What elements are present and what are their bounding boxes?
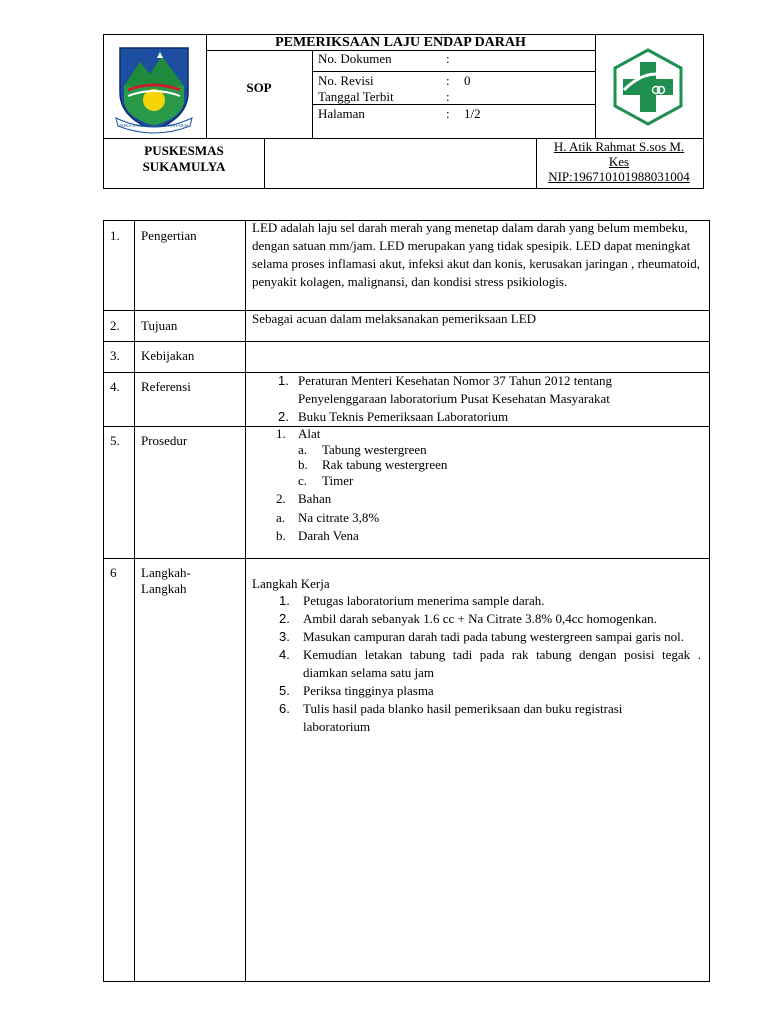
list-item: 3. Masukan campuran darah tadi pada tabung westergreen sampai garis nol. xyxy=(279,629,684,644)
referensi-list xyxy=(250,372,706,426)
organization-name xyxy=(104,143,264,175)
meta-no-dokumen xyxy=(318,51,594,69)
item-number: 2. xyxy=(276,491,286,506)
meta-value: 1/2 xyxy=(464,106,481,121)
meta-colon: : xyxy=(446,51,450,66)
step-number: 5. xyxy=(279,683,290,698)
item-text: Peraturan Menteri Kesehatan Nomor 37 Tahun 2012 tentang xyxy=(298,373,613,388)
sop-label: SOP xyxy=(246,80,272,95)
puskesmas-logo xyxy=(612,48,684,126)
item-text: Buku Teknis Pemeriksaan Laboratorium xyxy=(298,409,509,424)
list-item: 2. Ambil darah sebanyak 1.6 cc + Na Citrate 3.8% 0,4cc homogenkan. xyxy=(279,611,657,626)
list-item: 6. Tulis hasil pada blanko hasil pemeriksaan dan buku registrasi laboratorium xyxy=(279,701,623,734)
item-letter: c. xyxy=(298,472,308,488)
tujuan-text: Sebagai acuan dalam melaksanakan pemeriksaan LED xyxy=(252,311,537,326)
meta-colon: : xyxy=(446,106,450,121)
row-label: Tujuan xyxy=(141,318,178,333)
bahan-heading: 2. Bahan xyxy=(276,491,332,506)
list-item: c. Timer xyxy=(298,472,354,488)
alat-heading: 1. Alat xyxy=(276,426,321,441)
svg-text:SUKA RAHMAT KERTA RAHARJA: SUKA RAHMAT KERTA RAHARJA xyxy=(119,123,189,128)
item-number: 1. xyxy=(276,426,286,441)
item-text-continued: Penyelenggaraan laboratorium Pusat Kesehatan Masyarakat xyxy=(298,391,610,406)
signer-nip: NIP:196710101988031004 xyxy=(548,169,690,184)
signer-title: Kes xyxy=(608,154,630,169)
org-line-2: SUKAMULYA xyxy=(142,159,226,174)
row-label: Prosedur xyxy=(141,433,188,448)
list-item: b. Rak tabung westergreen xyxy=(298,457,448,472)
row-label: Pengertian xyxy=(141,228,197,243)
meta-label: No. Dokumen xyxy=(318,51,392,66)
step-number: 2. xyxy=(279,611,290,626)
steps-list xyxy=(250,592,706,736)
meta-halaman xyxy=(318,106,594,124)
meta-label: No. Revisi xyxy=(318,73,374,88)
meta-label: Halaman xyxy=(318,106,365,121)
row-number: 1. xyxy=(110,228,120,243)
signer-block xyxy=(537,139,701,184)
step-number: 1. xyxy=(279,593,290,608)
row-label: Langkah-Langkah xyxy=(141,565,191,596)
row-number: 3. xyxy=(110,348,120,363)
item-letter: b. xyxy=(298,457,308,472)
item-letter: b. xyxy=(276,528,286,543)
row-number: 6 xyxy=(110,565,117,580)
regency-emblem-logo xyxy=(110,40,198,134)
item-letter: a. xyxy=(276,509,286,525)
item-number: 1. xyxy=(278,373,289,388)
list-item: a. Tabung westergreen xyxy=(298,441,427,457)
meta-tanggal-terbit xyxy=(318,89,594,107)
list-item: b. Darah Vena xyxy=(276,528,359,543)
document-title: PEMERIKSAAN LAJU ENDAP DARAH xyxy=(275,35,526,50)
signer-name: H. Atik Rahmat S.sos M. xyxy=(553,139,685,154)
langkah-kerja-heading: Langkah Kerja xyxy=(252,576,330,591)
prosedur-list xyxy=(250,426,706,544)
meta-label: Tanggal Terbit xyxy=(318,89,394,104)
org-line-1: PUSKESMAS xyxy=(144,143,224,158)
item-number: 2. xyxy=(278,409,289,424)
meta-value: 0 xyxy=(464,73,471,88)
pengertian-text: LED adalah laju sel darah merah yang menetap dalam darah yang belum membeku, dengan satuan mm/jam. LED merupakan yang tidak spesipik. LED dapat meningkat selama proses inflamasi akut, infeksi akut dan konis, kerusakan jaringan , rheumatoid, penyakit kolagen, malignansi, dan kondisi stress psikiologis. xyxy=(252,220,701,289)
item-letter: a. xyxy=(298,441,308,457)
list-item: a. Na citrate 3,8% xyxy=(276,509,380,525)
list-item xyxy=(250,372,706,408)
row-number: 5. xyxy=(110,433,120,448)
list-item: 5. Periksa tingginya plasma xyxy=(279,683,434,698)
list-item: 4. Kemudian letakan tabung tadi pada rak tabung dengan posisi tegak . diamkan selama satu jam xyxy=(279,647,701,680)
meta-colon: : xyxy=(446,73,450,88)
step-number: 3. xyxy=(279,629,290,644)
step-number: 6. xyxy=(279,701,290,716)
row-number: 2. xyxy=(110,318,120,333)
row-label: Referensi xyxy=(141,379,191,394)
list-item xyxy=(250,408,706,426)
row-label: Kebijakan xyxy=(141,348,195,363)
meta-colon: : xyxy=(446,89,450,104)
row-number: 4. xyxy=(110,379,120,394)
step-number: 4. xyxy=(279,647,290,662)
list-item: 1. Petugas laboratorium menerima sample darah. xyxy=(279,593,545,608)
